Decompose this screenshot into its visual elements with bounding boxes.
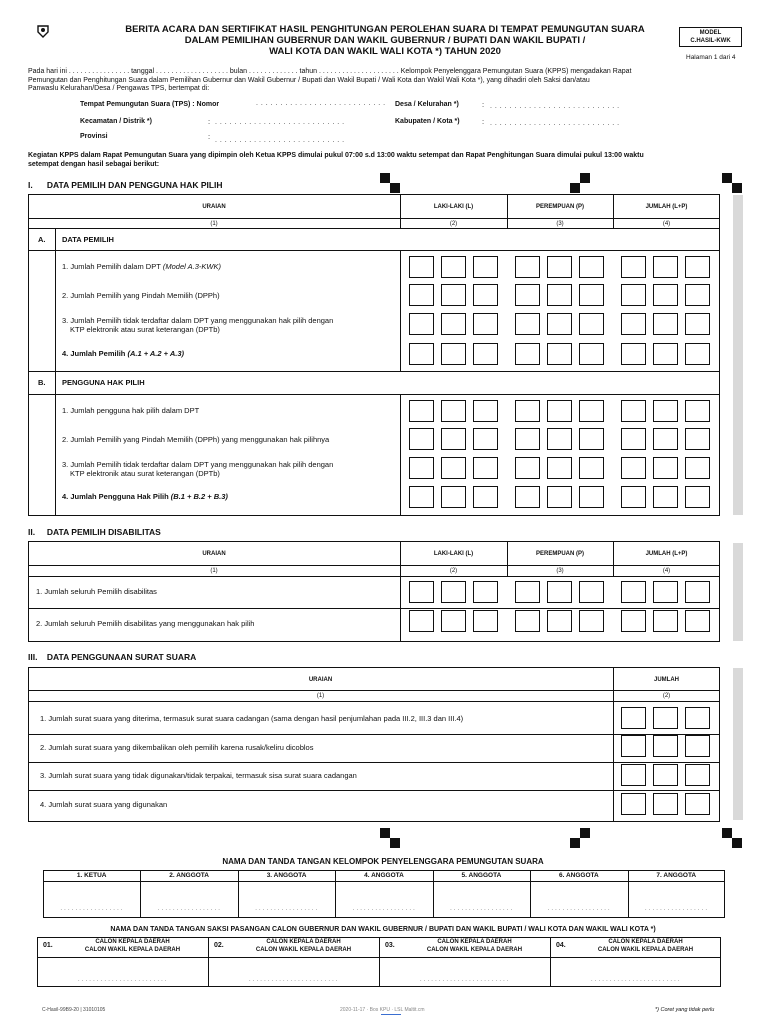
section-1-digit-box[interactable]	[579, 486, 604, 508]
section-1-digit-box[interactable]	[441, 256, 466, 278]
row-b3: 3. Jumlah Pemilih tidak terdaftar dalam DPT yang menggunakan hak pilih dengan KTP elektronik atau surat keterangan (DPTb)	[62, 460, 334, 478]
kpps-signature-field[interactable]: . . . . . . . . . . . . . . . . .	[157, 906, 221, 912]
section-1-digit-box[interactable]	[547, 486, 572, 508]
section-3-digit-box[interactable]	[621, 735, 646, 757]
saksi-number: 02.	[214, 942, 224, 949]
col-num: (4)	[662, 221, 671, 227]
section-1-digit-box[interactable]	[685, 284, 710, 306]
section-1-title: I. DATA PEMILIH DAN PENGGUNA HAK PILIH	[28, 180, 223, 190]
section-1-digit-box[interactable]	[621, 400, 646, 422]
desa-label: Desa / Kelurahan *)	[395, 101, 459, 108]
registration-mark	[732, 183, 742, 193]
kabupaten-colon: :	[482, 117, 485, 126]
section-2-digit-box[interactable]	[547, 581, 572, 603]
section-1-digit-box[interactable]	[579, 428, 604, 450]
saksi-number: 03.	[385, 942, 395, 949]
kecamatan-colon: :	[208, 117, 211, 126]
kpps-signature-field[interactable]: . . . . . . . . . . . . . . . . .	[547, 906, 611, 912]
row-disabilitas-1: 1. Jumlah seluruh Pemilih disabilitas	[36, 587, 157, 596]
registration-mark	[732, 838, 742, 848]
section-2-digit-box[interactable]	[515, 581, 540, 603]
section-1-digit-box[interactable]	[685, 457, 710, 479]
section-2-title: II. DATA PEMILIH DISABILITAS	[28, 527, 161, 537]
section-2-digit-box[interactable]	[685, 610, 710, 632]
row-a4: 4. Jumlah Pemilih (A.1 + A.2 + A.3)	[62, 349, 184, 358]
col-num: (1)	[316, 693, 325, 699]
section-1-digit-box[interactable]	[653, 284, 678, 306]
section-1-digit-box[interactable]	[515, 284, 540, 306]
desa-field[interactable]: . . . . . . . . . . . . . . . . . . . . . . . . . . .	[490, 103, 620, 110]
kpps-member-label: 3. ANGGOTA	[266, 872, 307, 879]
section-1-digit-box[interactable]	[653, 313, 678, 335]
section-1-digit-box[interactable]	[515, 486, 540, 508]
registration-mark	[570, 838, 580, 848]
kabupaten-field[interactable]: . . . . . . . . . . . . . . . . . . . . . . . . . . .	[490, 120, 620, 127]
provinsi-field[interactable]: . . . . . . . . . . . . . . . . . . . . . . . . . . .	[215, 137, 345, 144]
registration-mark	[580, 828, 590, 838]
section-1-digit-box[interactable]	[441, 284, 466, 306]
col-perempuan: PEREMPUAN (P)	[535, 551, 584, 557]
registration-mark	[380, 173, 390, 183]
footer-note: *) Coret yang tidak perlu	[655, 1007, 715, 1013]
section-1-digit-box[interactable]	[409, 428, 434, 450]
section-1-digit-box[interactable]	[473, 400, 498, 422]
registration-mark	[390, 838, 400, 848]
model-box: MODEL C.HASIL-KWK	[679, 27, 742, 47]
section-2-digit-box[interactable]	[685, 581, 710, 603]
saksi-number: 04.	[556, 942, 566, 949]
row-a1: 1. Jumlah Pemilih dalam DPT (Model A.3-KWK)	[62, 262, 221, 271]
col-num: (2)	[449, 568, 458, 574]
section-1-digit-box[interactable]	[409, 313, 434, 335]
section-1-digit-box[interactable]	[515, 400, 540, 422]
section-1-digit-box[interactable]	[473, 256, 498, 278]
registration-mark	[390, 183, 400, 193]
section-1-digit-box[interactable]	[409, 400, 434, 422]
section-3-digit-box[interactable]	[685, 793, 710, 815]
section-1-digit-box[interactable]	[515, 457, 540, 479]
saksi-signature-field[interactable]: . . . . . . . . . . . . . . . . . . . . . . . .	[420, 977, 509, 983]
section-3-digit-box[interactable]	[653, 764, 678, 786]
section-1-digit-box[interactable]	[547, 428, 572, 450]
section-3-digit-box[interactable]	[685, 707, 710, 729]
col-num: (4)	[662, 568, 671, 574]
section-1-digit-box[interactable]	[515, 313, 540, 335]
section-1-digit-box[interactable]	[621, 457, 646, 479]
col-num: (3)	[556, 568, 564, 574]
section-1-digit-box[interactable]	[547, 256, 572, 278]
section-2-digit-box[interactable]	[409, 610, 434, 632]
kpps-member-label: 5. ANGGOTA	[461, 872, 502, 879]
kpps-member-label: 6. ANGGOTA	[558, 872, 599, 879]
desa-colon: :	[482, 100, 485, 109]
kegiatan-text: Kegiatan KPPS dalam Rapat Pemungutan Suara yang dipimpin oleh Ketua KPPS dimulai pukul 07:00 s.d 13:00 waktu setempat dan Rapat Penghitungan Suara dimulai pukul 13:00 waktu setempat dengan hasil sebagai berikut:	[28, 152, 644, 168]
section-1-digit-box[interactable]	[621, 486, 646, 508]
row-surat-1: 1. Jumlah surat suara yang diterima, termasuk surat suara cadangan (sama dengan hasil penjumlahan pada III.2, III.3 dan III.4)	[40, 714, 464, 723]
section-2-digit-box[interactable]	[621, 581, 646, 603]
kpps-title: NAMA DAN TANDA TANGAN KELOMPOK PENYELENGGARA PEMUNGUTAN SUARA	[222, 857, 544, 866]
margin-bar	[733, 543, 743, 641]
section-1-digit-box[interactable]	[621, 428, 646, 450]
section-3-digit-box[interactable]	[653, 707, 678, 729]
section-1-digit-box[interactable]	[409, 256, 434, 278]
section-2-digit-box[interactable]	[621, 610, 646, 632]
col-jumlah: JUMLAH (L+P)	[645, 204, 688, 210]
section-3-digit-box[interactable]	[621, 707, 646, 729]
section-2-digit-box[interactable]	[515, 610, 540, 632]
section-1-digit-box[interactable]	[685, 400, 710, 422]
section-3-digit-box[interactable]	[653, 735, 678, 757]
section-1-digit-box[interactable]	[547, 343, 572, 365]
section-1-digit-box[interactable]	[473, 313, 498, 335]
section-1-digit-box[interactable]	[579, 284, 604, 306]
section-1-digit-box[interactable]	[621, 313, 646, 335]
section-1-digit-box[interactable]	[685, 486, 710, 508]
tps-label: Tempat Pemungutan Suara (TPS) : Nomor	[80, 101, 220, 108]
registration-mark	[722, 828, 732, 838]
section-1-digit-box[interactable]	[473, 284, 498, 306]
section-2-digit-box[interactable]	[653, 581, 678, 603]
section-3-digit-box[interactable]	[621, 764, 646, 786]
group-a-title: DATA PEMILIH	[62, 235, 114, 244]
tps-field[interactable]: . . . . . . . . . . . . . . . . . . . . . . . . . . .	[256, 100, 386, 107]
section-1-digit-box[interactable]	[621, 256, 646, 278]
section-1-digit-box[interactable]	[473, 343, 498, 365]
col-laki: LAKI-LAKI (L)	[433, 204, 474, 210]
saksi-signature-field[interactable]: . . . . . . . . . . . . . . . . . . . . . . . .	[249, 977, 338, 983]
section-1-digit-box[interactable]	[579, 256, 604, 278]
section-1-digit-box[interactable]	[653, 457, 678, 479]
col-uraian: URAIAN	[202, 551, 226, 557]
section-1-digit-box[interactable]	[653, 486, 678, 508]
saksi-signature-field[interactable]: . . . . . . . . . . . . . . . . . . . . . . . .	[591, 977, 680, 983]
row-a2: 2. Jumlah Pemilih yang Pindah Memilih (DPPh)	[62, 291, 220, 300]
col-num: (1)	[210, 568, 218, 574]
page-number: Halaman 1 dari 4	[686, 54, 736, 61]
registration-mark	[570, 183, 580, 193]
section-1-digit-box[interactable]	[515, 256, 540, 278]
saksi-number: 01.	[43, 942, 53, 949]
section-1-digit-box[interactable]	[653, 400, 678, 422]
section-1-digit-box[interactable]	[473, 457, 498, 479]
saksi-signature-field[interactable]: . . . . . . . . . . . . . . . . . . . . . . . .	[78, 977, 167, 983]
kecamatan-field[interactable]: . . . . . . . . . . . . . . . . . . . . . . . . . . .	[215, 119, 345, 126]
section-2-digit-box[interactable]	[579, 581, 604, 603]
margin-bar	[733, 668, 743, 820]
row-surat-4: 4. Jumlah surat suara yang digunakan	[40, 800, 168, 809]
section-3-digit-box[interactable]	[653, 793, 678, 815]
col-num: (1)	[210, 221, 218, 227]
margin-bar	[733, 195, 743, 515]
section-1-digit-box[interactable]	[579, 400, 604, 422]
intro-text: Pada hari ini . . . . . . . . . . . . . . . . tanggal . . . . . . . . . . . . . . . . . . . bulan . . . . . . . . . . . . . tahun . . . . . . . . . . . . . . . . . . . . . Kelompok Penyelenggara Pemungutan Suara (KPPS) mengadakan Rapat Pemungutan dan Penghitungan Suara dalam Pemilihan Gubernur dan Wakil Gubernur / Bupati dan Wakil Bupati / Wali Kota dan Wakil Wali Kota *), yang dihadiri oleh Saksi dan/atau Panwaslu Kelurahan/Desa / Pengawas TPS, bertempat di:	[28, 68, 632, 92]
section-1-digit-box[interactable]	[409, 284, 434, 306]
provinsi-colon: :	[208, 132, 211, 141]
col-num: (2)	[449, 221, 458, 227]
kecamatan-label: Kecamatan / Distrik *)	[80, 118, 152, 125]
row-b1: 1. Jumlah pengguna hak pilih dalam DPT	[62, 406, 200, 415]
col-jumlah: JUMLAH	[654, 677, 679, 683]
group-b-title: PENGGUNA HAK PILIH	[62, 378, 145, 387]
col-jumlah: JUMLAH (L+P)	[645, 551, 688, 557]
kpps-member-label: 1. KETUA	[76, 872, 107, 879]
col-uraian: URAIAN	[308, 677, 333, 683]
section-1-digit-box[interactable]	[621, 284, 646, 306]
section-1-digit-box[interactable]	[685, 428, 710, 450]
section-1-digit-box[interactable]	[621, 343, 646, 365]
section-1-digit-box[interactable]	[441, 313, 466, 335]
col-num: (3)	[556, 221, 564, 227]
col-num: (2)	[662, 693, 671, 699]
document-title: BERITA ACARA DAN SERTIFIKAT HASIL PENGHITUNGAN PEROLEHAN SUARA DI TEMPAT PEMUNGUTAN SUARA DALAM PEMILIHAN GUBERNUR DAN WAKIL GUBERNUR / BUPATI DAN WAKIL BUPATI / WALI KOTA DAN WAKIL WALI KOTA *) TAHUN 2020	[125, 24, 645, 57]
col-uraian: URAIAN	[202, 204, 226, 210]
row-b4: 4. Jumlah Pengguna Hak Pilih (B.1 + B.2 + B.3)	[62, 492, 228, 501]
row-b2: 2. Jumlah Pemilih yang Pindah Memilih (DPPh) yang menggunakan hak pilihnya	[62, 435, 330, 444]
section-2-digit-box[interactable]	[547, 610, 572, 632]
kpps-signature-field[interactable]: . . . . . . . . . . . . . . . . .	[60, 906, 123, 912]
section-1-digit-box[interactable]	[409, 486, 434, 508]
section-1-digit-box[interactable]	[409, 343, 434, 365]
section-2-digit-box[interactable]	[653, 610, 678, 632]
footer-code: C-Hasil-99B9-20 | 31010105	[42, 1007, 106, 1013]
section-1-digit-box[interactable]	[685, 313, 710, 335]
kpu-logo	[36, 24, 50, 38]
group-b-label: B.	[38, 378, 46, 387]
kabupaten-label: Kabupaten / Kota *)	[395, 118, 460, 125]
group-a-label: A.	[38, 235, 46, 244]
kpps-signature-field[interactable]: . . . . . . . . . . . . . . . . .	[352, 906, 416, 912]
col-laki: LAKI-LAKI (L)	[433, 551, 474, 557]
section-1-digit-box[interactable]	[409, 457, 434, 479]
kpps-signature-field[interactable]: . . . . . . . . . . . . . . . . .	[255, 906, 318, 912]
col-perempuan: PEREMPUAN (P)	[535, 204, 584, 210]
section-3-digit-box[interactable]	[685, 764, 710, 786]
section-1-digit-box[interactable]	[441, 428, 466, 450]
section-3-digit-box[interactable]	[685, 735, 710, 757]
saksi-title: NAMA DAN TANDA TANGAN SAKSI PASANGAN CALON GUBERNUR DAN WAKIL GUBERNUR / BUPATI DAN WAKIL BUPATI / WALI KOTA DAN WAKIL WALI KOTA *)	[110, 926, 656, 933]
section-1-digit-box[interactable]	[547, 313, 572, 335]
section-1-digit-box[interactable]	[441, 400, 466, 422]
kpps-member-label: 7. ANGGOTA	[656, 872, 697, 879]
section-1-digit-box[interactable]	[515, 428, 540, 450]
section-1-digit-box[interactable]	[547, 457, 572, 479]
kpps-signature-field[interactable]: . . . . . . . . . . . . . . . . .	[645, 906, 708, 912]
saksi-pair-label: CALON KEPALA DAERAH CALON WAKIL KEPALA DAERAH	[426, 939, 523, 953]
section-1-digit-box[interactable]	[441, 486, 466, 508]
section-1-digit-box[interactable]	[547, 400, 572, 422]
saksi-pair-label: CALON KEPALA DAERAH CALON WAKIL KEPALA DAERAH	[84, 939, 181, 953]
row-disabilitas-2: 2. Jumlah seluruh Pemilih disabilitas yang menggunakan hak pilih	[36, 619, 255, 628]
provinsi-label: Provinsi	[80, 133, 108, 140]
section-2-digit-box[interactable]	[441, 610, 466, 632]
section-2-digit-box[interactable]	[579, 610, 604, 632]
section-1-digit-box[interactable]	[579, 343, 604, 365]
section-2-digit-box[interactable]	[409, 581, 434, 603]
section-1-digit-box[interactable]	[685, 256, 710, 278]
section-1-digit-box[interactable]	[579, 313, 604, 335]
section-1-digit-box[interactable]	[653, 256, 678, 278]
kpps-member-label: 2. ANGGOTA	[169, 872, 209, 879]
section-1-digit-box[interactable]	[547, 284, 572, 306]
section-1-digit-box[interactable]	[473, 428, 498, 450]
section-1-digit-box[interactable]	[515, 343, 540, 365]
section-2-digit-box[interactable]	[473, 581, 498, 603]
footer-meta: 2020-11-17 · Bos KPU · LSL Maltit.cm	[340, 1007, 425, 1013]
saksi-pair-label: CALON KEPALA DAERAH CALON WAKIL KEPALA DAERAH	[597, 939, 694, 953]
row-a3: 3. Jumlah Pemilih tidak terdaftar dalam DPT yang menggunakan hak pilih dengan KTP elektronik atau surat keterangan (DPTb)	[62, 316, 334, 334]
section-1-digit-box[interactable]	[579, 457, 604, 479]
section-2-digit-box[interactable]	[441, 581, 466, 603]
section-1-digit-box[interactable]	[685, 343, 710, 365]
section-1-digit-box[interactable]	[473, 486, 498, 508]
registration-mark	[722, 173, 732, 183]
section-1-digit-box[interactable]	[441, 457, 466, 479]
registration-mark	[580, 173, 590, 183]
section-2-digit-box[interactable]	[473, 610, 498, 632]
section-1-digit-box[interactable]	[441, 343, 466, 365]
row-surat-3: 3. Jumlah surat suara yang tidak digunakan/tidak terpakai, termasuk sisa surat suara cadangan	[40, 771, 357, 780]
section-1-digit-box[interactable]	[653, 343, 678, 365]
section-3-title: III. DATA PENGGUNAAN SURAT SUARA	[28, 652, 197, 662]
section-3-digit-box[interactable]	[621, 793, 646, 815]
kpps-member-label: 4. ANGGOTA	[364, 872, 404, 879]
registration-mark	[380, 828, 390, 838]
section-1-digit-box[interactable]	[653, 428, 678, 450]
kpps-signature-field[interactable]: . . . . . . . . . . . . . . . . .	[450, 906, 513, 912]
saksi-pair-label: CALON KEPALA DAERAH CALON WAKIL KEPALA DAERAH	[255, 939, 352, 953]
row-surat-2: 2. Jumlah surat suara yang dikembalikan oleh pemilih karena rusak/keliru dicoblos	[40, 743, 314, 752]
